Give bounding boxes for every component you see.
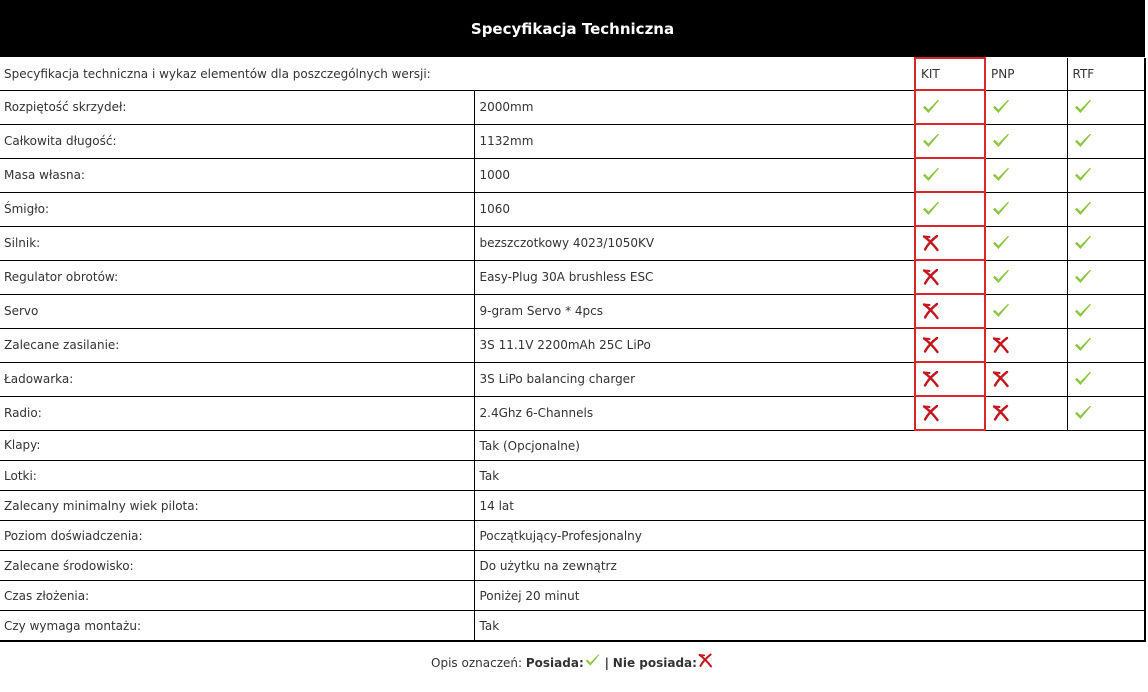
check-icon xyxy=(1073,301,1093,321)
cross-icon xyxy=(697,652,714,669)
table-row xyxy=(0,362,1145,396)
table-row xyxy=(0,328,1145,362)
cross-icon xyxy=(921,301,941,321)
cross-icon xyxy=(921,369,941,389)
mark-cell-rtf xyxy=(1067,294,1145,328)
check-icon xyxy=(1073,97,1093,117)
cross-icon xyxy=(991,369,1011,389)
mark-cell-kit xyxy=(915,158,985,192)
mark-cell-rtf xyxy=(1067,396,1145,430)
row-value: Do użytku na zewnątrz xyxy=(474,551,1145,581)
row-label: Servo xyxy=(0,294,474,328)
mark-cell-pnp xyxy=(985,260,1067,294)
mark-cell-kit xyxy=(915,192,985,226)
mark-cell-kit xyxy=(915,260,985,294)
header-label: Specyfikacja techniczna i wykaz elementów dla poszczególnych wersji: xyxy=(0,58,915,90)
mark-cell-rtf xyxy=(1067,226,1145,260)
check-icon xyxy=(991,131,1011,151)
row-value: 2.4Ghz 6-Channels xyxy=(474,396,915,430)
row-label: Zalecane zasilanie: xyxy=(0,328,474,362)
page-title: Specyfikacja Techniczna xyxy=(470,19,675,38)
mark-cell-kit xyxy=(915,294,985,328)
table-row xyxy=(0,158,1145,192)
legend-has-not-label: Nie posiada: xyxy=(612,656,697,670)
row-value: 3S LiPo balancing charger xyxy=(474,362,915,396)
row-value: 1132mm xyxy=(474,124,915,158)
table-row xyxy=(0,260,1145,294)
row-label: Ładowarka: xyxy=(0,362,474,396)
mark-cell-kit xyxy=(915,362,985,396)
row-value: bezszczotkowy 4023/1050KV xyxy=(474,226,915,260)
table-row xyxy=(0,396,1145,430)
column-header-rtf: RTF xyxy=(1067,58,1145,90)
check-icon xyxy=(921,97,941,117)
check-icon xyxy=(991,267,1011,287)
check-icon xyxy=(1073,403,1093,423)
mark-cell-pnp xyxy=(985,396,1067,430)
table-row xyxy=(0,491,1145,521)
mark-cell-pnp xyxy=(985,158,1067,192)
row-label: Śmigło: xyxy=(0,192,474,226)
check-icon xyxy=(584,652,601,669)
row-value: 1060 xyxy=(474,192,915,226)
column-header-pnp: PNP xyxy=(985,58,1067,90)
row-value: Tak (Opcjonalne) xyxy=(474,430,1145,461)
check-icon xyxy=(1073,165,1093,185)
table-row xyxy=(0,521,1145,551)
mark-cell-kit xyxy=(915,124,985,158)
row-label: Regulator obrotów: xyxy=(0,260,474,294)
row-value: Tak xyxy=(474,611,1145,642)
check-icon xyxy=(1073,131,1093,151)
spec-table xyxy=(0,57,1146,642)
mark-cell-rtf xyxy=(1067,192,1145,226)
table-row xyxy=(0,551,1145,581)
cross-icon xyxy=(991,335,1011,355)
table-row xyxy=(0,430,1145,461)
mark-cell-pnp xyxy=(985,192,1067,226)
row-value: 14 lat xyxy=(474,491,1145,521)
row-label: Czas złożenia: xyxy=(0,581,474,611)
table-row xyxy=(0,294,1145,328)
cross-icon xyxy=(921,335,941,355)
row-label: Zalecany minimalny wiek pilota: xyxy=(0,491,474,521)
mark-cell-pnp xyxy=(985,226,1067,260)
mark-cell-rtf xyxy=(1067,158,1145,192)
mark-cell-pnp xyxy=(985,328,1067,362)
row-label: Zalecane środowisko: xyxy=(0,551,474,581)
cross-icon xyxy=(921,403,941,423)
check-icon xyxy=(921,199,941,219)
check-icon xyxy=(1073,369,1093,389)
row-label: Czy wymaga montażu: xyxy=(0,611,474,642)
check-icon xyxy=(991,301,1011,321)
check-icon xyxy=(991,165,1011,185)
check-icon xyxy=(1073,267,1093,287)
row-label: Rozpiętość skrzydeł: xyxy=(0,90,474,124)
mark-cell-rtf xyxy=(1067,124,1145,158)
mark-cell-pnp xyxy=(985,362,1067,396)
mark-cell-rtf xyxy=(1067,260,1145,294)
row-label: Silnik: xyxy=(0,226,474,260)
table-row xyxy=(0,90,1145,124)
row-label: Całkowita długość: xyxy=(0,124,474,158)
table-row xyxy=(0,192,1145,226)
row-value: Tak xyxy=(474,461,1145,491)
mark-cell-rtf xyxy=(1067,362,1145,396)
check-icon xyxy=(991,233,1011,253)
check-icon xyxy=(1073,199,1093,219)
cross-icon xyxy=(921,267,941,287)
table-row xyxy=(0,226,1145,260)
cross-icon xyxy=(991,403,1011,423)
mark-cell-pnp xyxy=(985,90,1067,124)
mark-cell-pnp xyxy=(985,124,1067,158)
mark-cell-kit xyxy=(915,90,985,124)
table-row xyxy=(0,611,1145,642)
check-icon xyxy=(921,165,941,185)
mark-cell-kit xyxy=(915,396,985,430)
row-value: Początkujący-Profesjonalny xyxy=(474,521,1145,551)
row-value: Easy-Plug 30A brushless ESC xyxy=(474,260,915,294)
row-label: Klapy: xyxy=(0,430,474,461)
table-row xyxy=(0,124,1145,158)
mark-cell-rtf xyxy=(1067,90,1145,124)
check-icon xyxy=(1073,233,1093,253)
row-label: Lotki: xyxy=(0,461,474,491)
page-title-bar xyxy=(0,0,1145,57)
check-icon xyxy=(991,97,1011,117)
mark-cell-kit xyxy=(915,226,985,260)
row-value: 9-gram Servo * 4pcs xyxy=(474,294,915,328)
row-value: 1000 xyxy=(474,158,915,192)
table-row xyxy=(0,581,1145,611)
check-icon xyxy=(991,199,1011,219)
legend xyxy=(0,652,1145,670)
row-value: Poniżej 20 minut xyxy=(474,581,1145,611)
legend-separator: | xyxy=(604,656,609,670)
row-value: 2000mm xyxy=(474,90,915,124)
row-label: Masa własna: xyxy=(0,158,474,192)
row-label: Poziom doświadczenia: xyxy=(0,521,474,551)
mark-cell-rtf xyxy=(1067,328,1145,362)
legend-prefix: Opis oznaczeń: xyxy=(431,656,523,670)
check-icon xyxy=(1073,335,1093,355)
check-icon xyxy=(921,131,941,151)
row-value: 3S 11.1V 2200mAh 25C LiPo xyxy=(474,328,915,362)
legend-has-label: Posiada: xyxy=(525,656,584,670)
table-header-row xyxy=(0,58,1145,90)
cross-icon xyxy=(921,233,941,253)
column-header-kit: KIT xyxy=(915,58,985,90)
table-row xyxy=(0,461,1145,491)
row-label: Radio: xyxy=(0,396,474,430)
mark-cell-pnp xyxy=(985,294,1067,328)
mark-cell-kit xyxy=(915,328,985,362)
